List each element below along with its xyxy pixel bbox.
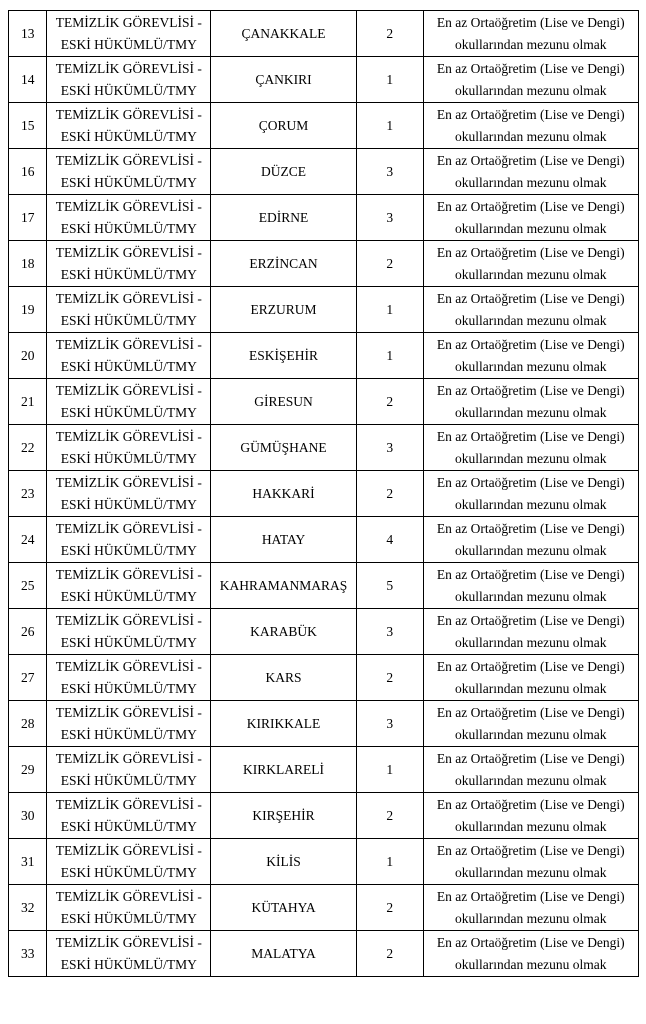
position-title-line-2: ESKİ HÜKÜMLÜ/TMY bbox=[60, 220, 197, 236]
position-title bbox=[47, 241, 211, 287]
position-title bbox=[47, 885, 211, 931]
education-line-2: okullarından mezunu olmak bbox=[455, 36, 607, 52]
table-row bbox=[9, 839, 639, 885]
position-title-line-1: TEMİZLİK GÖREVLİSİ - bbox=[55, 658, 202, 674]
row-number: 21 bbox=[9, 379, 47, 425]
education-requirement bbox=[423, 57, 638, 103]
position-title-line-2: ESKİ HÜKÜMLÜ/TMY bbox=[60, 450, 197, 466]
position-title bbox=[47, 701, 211, 747]
position-title-line-1: TEMİZLİK GÖREVLİSİ - bbox=[55, 474, 202, 490]
education-requirement bbox=[423, 149, 638, 195]
position-count: 3 bbox=[356, 195, 423, 241]
province-name: GÜMÜŞHANE bbox=[211, 425, 357, 471]
position-title-line-1: TEMİZLİK GÖREVLİSİ - bbox=[55, 428, 202, 444]
row-number: 14 bbox=[9, 57, 47, 103]
table-row bbox=[9, 149, 639, 195]
education-line-2: okullarından mezunu olmak bbox=[455, 450, 607, 466]
position-title-line-1: TEMİZLİK GÖREVLİSİ - bbox=[55, 704, 202, 720]
position-count: 3 bbox=[356, 609, 423, 655]
table-row bbox=[9, 931, 639, 977]
province-name: ÇANKIRI bbox=[211, 57, 357, 103]
table-row bbox=[9, 287, 639, 333]
row-number: 27 bbox=[9, 655, 47, 701]
row-number: 13 bbox=[9, 11, 47, 57]
education-line-2: okullarından mezunu olmak bbox=[455, 82, 607, 98]
position-title bbox=[47, 425, 211, 471]
table-row bbox=[9, 241, 639, 287]
education-line-1: En az Ortaöğretim (Lise ve Dengi) bbox=[436, 520, 625, 536]
education-line-2: okullarından mezunu olmak bbox=[455, 174, 607, 190]
education-line-1: En az Ortaöğretim (Lise ve Dengi) bbox=[436, 612, 625, 628]
position-count: 1 bbox=[356, 57, 423, 103]
education-requirement bbox=[423, 379, 638, 425]
education-line-1: En az Ortaöğretim (Lise ve Dengi) bbox=[436, 382, 625, 398]
positions-table-body bbox=[9, 11, 639, 977]
position-title bbox=[47, 747, 211, 793]
position-title-line-1: TEMİZLİK GÖREVLİSİ - bbox=[55, 60, 202, 76]
position-count: 2 bbox=[356, 241, 423, 287]
position-title bbox=[47, 793, 211, 839]
position-title-line-2: ESKİ HÜKÜMLÜ/TMY bbox=[60, 680, 197, 696]
education-line-1: En az Ortaöğretim (Lise ve Dengi) bbox=[436, 152, 625, 168]
education-requirement bbox=[423, 747, 638, 793]
education-line-2: okullarından mezunu olmak bbox=[455, 634, 607, 650]
row-number: 33 bbox=[9, 931, 47, 977]
position-title bbox=[47, 655, 211, 701]
position-title-line-2: ESKİ HÜKÜMLÜ/TMY bbox=[60, 36, 197, 52]
education-line-2: okullarından mezunu olmak bbox=[455, 956, 607, 972]
education-line-2: okullarından mezunu olmak bbox=[455, 266, 607, 282]
row-number: 30 bbox=[9, 793, 47, 839]
position-title-line-1: TEMİZLİK GÖREVLİSİ - bbox=[55, 520, 202, 536]
position-title-line-1: TEMİZLİK GÖREVLİSİ - bbox=[55, 934, 202, 950]
table-row bbox=[9, 195, 639, 241]
position-title-line-1: TEMİZLİK GÖREVLİSİ - bbox=[55, 566, 202, 582]
education-requirement bbox=[423, 333, 638, 379]
education-line-1: En az Ortaöğretim (Lise ve Dengi) bbox=[436, 842, 625, 858]
province-name: MALATYA bbox=[211, 931, 357, 977]
education-line-1: En az Ortaöğretim (Lise ve Dengi) bbox=[436, 60, 625, 76]
education-line-1: En az Ortaöğretim (Lise ve Dengi) bbox=[436, 474, 625, 490]
education-requirement bbox=[423, 241, 638, 287]
position-title-line-1: TEMİZLİK GÖREVLİSİ - bbox=[55, 244, 202, 260]
position-title-line-1: TEMİZLİK GÖREVLİSİ - bbox=[55, 842, 202, 858]
position-title-line-1: TEMİZLİK GÖREVLİSİ - bbox=[55, 612, 202, 628]
education-requirement bbox=[423, 931, 638, 977]
province-name: KİLİS bbox=[211, 839, 357, 885]
position-title-line-2: ESKİ HÜKÜMLÜ/TMY bbox=[60, 174, 197, 190]
position-title-line-2: ESKİ HÜKÜMLÜ/TMY bbox=[60, 358, 197, 374]
row-number: 20 bbox=[9, 333, 47, 379]
position-title-line-1: TEMİZLİK GÖREVLİSİ - bbox=[55, 888, 202, 904]
education-line-2: okullarından mezunu olmak bbox=[455, 726, 607, 742]
position-title-line-1: TEMİZLİK GÖREVLİSİ - bbox=[55, 290, 202, 306]
education-line-1: En az Ortaöğretim (Lise ve Dengi) bbox=[436, 796, 625, 812]
position-title-line-1: TEMİZLİK GÖREVLİSİ - bbox=[55, 152, 202, 168]
education-requirement bbox=[423, 471, 638, 517]
education-line-1: En az Ortaöğretim (Lise ve Dengi) bbox=[436, 750, 625, 766]
position-title-line-1: TEMİZLİK GÖREVLİSİ - bbox=[55, 382, 202, 398]
position-title-line-2: ESKİ HÜKÜMLÜ/TMY bbox=[60, 772, 197, 788]
position-count: 1 bbox=[356, 333, 423, 379]
table-row bbox=[9, 471, 639, 517]
education-requirement bbox=[423, 563, 638, 609]
position-title-line-2: ESKİ HÜKÜMLÜ/TMY bbox=[60, 542, 197, 558]
education-requirement bbox=[423, 793, 638, 839]
education-requirement bbox=[423, 609, 638, 655]
row-number: 29 bbox=[9, 747, 47, 793]
row-number: 28 bbox=[9, 701, 47, 747]
position-title-line-2: ESKİ HÜKÜMLÜ/TMY bbox=[60, 634, 197, 650]
education-requirement bbox=[423, 103, 638, 149]
row-number: 26 bbox=[9, 609, 47, 655]
education-line-1: En az Ortaöğretim (Lise ve Dengi) bbox=[436, 106, 625, 122]
education-requirement bbox=[423, 195, 638, 241]
position-title bbox=[47, 103, 211, 149]
position-title bbox=[47, 931, 211, 977]
position-title bbox=[47, 195, 211, 241]
education-line-2: okullarından mezunu olmak bbox=[455, 312, 607, 328]
position-count: 4 bbox=[356, 517, 423, 563]
row-number: 19 bbox=[9, 287, 47, 333]
position-title-line-1: TEMİZLİK GÖREVLİSİ - bbox=[55, 198, 202, 214]
province-name: ERZİNCAN bbox=[211, 241, 357, 287]
position-title-line-2: ESKİ HÜKÜMLÜ/TMY bbox=[60, 496, 197, 512]
table-row bbox=[9, 793, 639, 839]
table-row bbox=[9, 885, 639, 931]
row-number: 18 bbox=[9, 241, 47, 287]
province-name: GİRESUN bbox=[211, 379, 357, 425]
province-name: HATAY bbox=[211, 517, 357, 563]
position-title-line-2: ESKİ HÜKÜMLÜ/TMY bbox=[60, 82, 197, 98]
position-title bbox=[47, 609, 211, 655]
position-title-line-2: ESKİ HÜKÜMLÜ/TMY bbox=[60, 956, 197, 972]
education-requirement bbox=[423, 839, 638, 885]
table-row bbox=[9, 103, 639, 149]
position-count: 3 bbox=[356, 425, 423, 471]
table-row bbox=[9, 563, 639, 609]
education-line-2: okullarından mezunu olmak bbox=[455, 358, 607, 374]
position-title bbox=[47, 57, 211, 103]
position-count: 2 bbox=[356, 655, 423, 701]
province-name: KIRIKKALE bbox=[211, 701, 357, 747]
position-count: 2 bbox=[356, 379, 423, 425]
province-name: DÜZCE bbox=[211, 149, 357, 195]
position-count: 2 bbox=[356, 11, 423, 57]
position-title-line-2: ESKİ HÜKÜMLÜ/TMY bbox=[60, 404, 197, 420]
position-title-line-1: TEMİZLİK GÖREVLİSİ - bbox=[55, 336, 202, 352]
row-number: 22 bbox=[9, 425, 47, 471]
province-name: EDİRNE bbox=[211, 195, 357, 241]
education-line-2: okullarından mezunu olmak bbox=[455, 680, 607, 696]
position-title bbox=[47, 11, 211, 57]
position-title-line-2: ESKİ HÜKÜMLÜ/TMY bbox=[60, 266, 197, 282]
education-line-1: En az Ortaöğretim (Lise ve Dengi) bbox=[436, 566, 625, 582]
education-line-1: En az Ortaöğretim (Lise ve Dengi) bbox=[436, 428, 625, 444]
position-count: 2 bbox=[356, 931, 423, 977]
position-title bbox=[47, 517, 211, 563]
position-title-line-2: ESKİ HÜKÜMLÜ/TMY bbox=[60, 818, 197, 834]
position-title-line-2: ESKİ HÜKÜMLÜ/TMY bbox=[60, 726, 197, 742]
province-name: ÇANAKKALE bbox=[211, 11, 357, 57]
education-line-2: okullarından mezunu olmak bbox=[455, 588, 607, 604]
position-title-line-2: ESKİ HÜKÜMLÜ/TMY bbox=[60, 312, 197, 328]
position-title-line-1: TEMİZLİK GÖREVLİSİ - bbox=[55, 750, 202, 766]
row-number: 24 bbox=[9, 517, 47, 563]
table-row bbox=[9, 701, 639, 747]
education-requirement bbox=[423, 11, 638, 57]
education-line-2: okullarından mezunu olmak bbox=[455, 128, 607, 144]
position-title-line-2: ESKİ HÜKÜMLÜ/TMY bbox=[60, 910, 197, 926]
education-line-2: okullarından mezunu olmak bbox=[455, 496, 607, 512]
position-count: 1 bbox=[356, 839, 423, 885]
position-title bbox=[47, 333, 211, 379]
position-count: 1 bbox=[356, 103, 423, 149]
position-title-line-1: TEMİZLİK GÖREVLİSİ - bbox=[55, 14, 202, 30]
position-count: 5 bbox=[356, 563, 423, 609]
education-line-2: okullarından mezunu olmak bbox=[455, 542, 607, 558]
position-count: 3 bbox=[356, 701, 423, 747]
education-requirement bbox=[423, 701, 638, 747]
table-row bbox=[9, 609, 639, 655]
position-title-line-2: ESKİ HÜKÜMLÜ/TMY bbox=[60, 588, 197, 604]
education-line-1: En az Ortaöğretim (Lise ve Dengi) bbox=[436, 888, 625, 904]
education-line-1: En az Ortaöğretim (Lise ve Dengi) bbox=[436, 658, 625, 674]
education-requirement bbox=[423, 425, 638, 471]
position-title-line-2: ESKİ HÜKÜMLÜ/TMY bbox=[60, 128, 197, 144]
position-title bbox=[47, 379, 211, 425]
position-count: 2 bbox=[356, 793, 423, 839]
position-title bbox=[47, 839, 211, 885]
education-line-1: En az Ortaöğretim (Lise ve Dengi) bbox=[436, 244, 625, 260]
education-requirement bbox=[423, 287, 638, 333]
row-number: 23 bbox=[9, 471, 47, 517]
position-title bbox=[47, 563, 211, 609]
education-line-1: En az Ortaöğretim (Lise ve Dengi) bbox=[436, 336, 625, 352]
province-name: ERZURUM bbox=[211, 287, 357, 333]
table-row bbox=[9, 379, 639, 425]
province-name: KAHRAMANMARAŞ bbox=[211, 563, 357, 609]
education-line-2: okullarından mezunu olmak bbox=[455, 910, 607, 926]
positions-table bbox=[8, 10, 639, 977]
education-line-1: En az Ortaöğretim (Lise ve Dengi) bbox=[436, 934, 625, 950]
position-count: 1 bbox=[356, 747, 423, 793]
education-requirement bbox=[423, 885, 638, 931]
education-requirement bbox=[423, 655, 638, 701]
table-row bbox=[9, 517, 639, 563]
row-number: 32 bbox=[9, 885, 47, 931]
table-row bbox=[9, 655, 639, 701]
position-count: 2 bbox=[356, 885, 423, 931]
province-name: KIRKLARELİ bbox=[211, 747, 357, 793]
education-line-2: okullarından mezunu olmak bbox=[455, 818, 607, 834]
row-number: 17 bbox=[9, 195, 47, 241]
row-number: 31 bbox=[9, 839, 47, 885]
table-row bbox=[9, 57, 639, 103]
position-title bbox=[47, 287, 211, 333]
education-line-2: okullarından mezunu olmak bbox=[455, 772, 607, 788]
province-name: ÇORUM bbox=[211, 103, 357, 149]
position-count: 1 bbox=[356, 287, 423, 333]
education-line-1: En az Ortaöğretim (Lise ve Dengi) bbox=[436, 704, 625, 720]
position-count: 2 bbox=[356, 471, 423, 517]
province-name: KARABÜK bbox=[211, 609, 357, 655]
table-row bbox=[9, 425, 639, 471]
position-count: 3 bbox=[356, 149, 423, 195]
row-number: 16 bbox=[9, 149, 47, 195]
education-line-1: En az Ortaöğretim (Lise ve Dengi) bbox=[436, 14, 625, 30]
table-row bbox=[9, 333, 639, 379]
province-name: KIRŞEHİR bbox=[211, 793, 357, 839]
education-line-2: okullarından mezunu olmak bbox=[455, 220, 607, 236]
education-line-1: En az Ortaöğretim (Lise ve Dengi) bbox=[436, 198, 625, 214]
province-name: HAKKARİ bbox=[211, 471, 357, 517]
education-line-2: okullarından mezunu olmak bbox=[455, 864, 607, 880]
education-line-2: okullarından mezunu olmak bbox=[455, 404, 607, 420]
province-name: ESKİŞEHİR bbox=[211, 333, 357, 379]
province-name: KARS bbox=[211, 655, 357, 701]
province-name: KÜTAHYA bbox=[211, 885, 357, 931]
table-row bbox=[9, 11, 639, 57]
position-title bbox=[47, 149, 211, 195]
table-row bbox=[9, 747, 639, 793]
row-number: 15 bbox=[9, 103, 47, 149]
position-title-line-1: TEMİZLİK GÖREVLİSİ - bbox=[55, 796, 202, 812]
position-title-line-1: TEMİZLİK GÖREVLİSİ - bbox=[55, 106, 202, 122]
education-requirement bbox=[423, 517, 638, 563]
education-line-1: En az Ortaöğretim (Lise ve Dengi) bbox=[436, 290, 625, 306]
row-number: 25 bbox=[9, 563, 47, 609]
position-title-line-2: ESKİ HÜKÜMLÜ/TMY bbox=[60, 864, 197, 880]
position-title bbox=[47, 471, 211, 517]
